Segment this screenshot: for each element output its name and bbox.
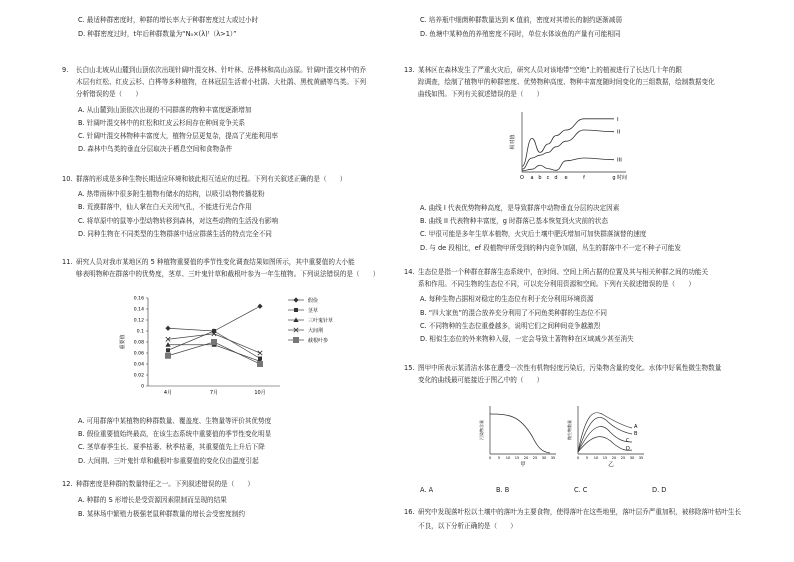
x-tick-label: 25 [620, 456, 626, 460]
question-number: 14. [404, 268, 415, 276]
series-label: I [617, 116, 619, 123]
x-tick-label: 15 [514, 456, 520, 460]
y-tick-label: 0.12 [133, 318, 144, 324]
option-a: A. 可用群落中某植物的种群数量、覆盖度、生物量等评价其优势度 [78, 417, 272, 425]
series-line [168, 306, 260, 331]
option-a: A. 热带雨林中很多附生植物有储水的结构，以吸引动物传播花粉 [78, 190, 265, 199]
series-curve-III [522, 158, 614, 171]
question-number: 10. [62, 175, 73, 183]
question-stem-line: 长白山北坡从山麓到山顶依次出现针阔叶混交林、针叶林、岳桦林和高山冻原。针阔叶混交林中的乔 [76, 66, 367, 74]
y-tick-label: 0.14 [133, 307, 144, 313]
option-c: C. 培养瓶中细菌种群数量达到 K 值前，密度对其增长的制约逐渐减弱 [420, 16, 622, 24]
series-label: III [617, 157, 622, 164]
data-point [257, 361, 263, 367]
option-d: D. 种群密度过时，t年后种群数量为“N₀×(λ)ᵗ（λ>1）” [78, 30, 237, 39]
curve-label-a: A [634, 424, 638, 430]
question-number: 15. [404, 364, 415, 372]
y-tick-label: 0.06 [133, 351, 144, 357]
option-b: B. 针阔叶混交林中的红松和红皮云杉间存在种间竞争关系 [78, 118, 245, 127]
question-13-options [420, 204, 760, 252]
y-tick-label: 0.08 [133, 340, 144, 346]
figure-jia-ylabel: 污染物含量 [479, 420, 484, 440]
x-tick-label: 4月 [163, 390, 173, 396]
question-stem-line: 生态位是指一个种群在群落生态系统中，在时间、空间上所占据的位置及其与相关种群之间的功能关 [418, 268, 709, 276]
question-stem-line: 研究中发现落叶松以土壤中的落叶为主要食物，使得落叶在这些地里，落叶层乔严重加积，被移除落叶枯叶生长 [418, 508, 742, 516]
question-stem-line: 木层有红松、红皮云杉、白桦等多种植物，在林冠层生活着小杜鹃、大杜鹃、黑枕黄鹂等鸟类。下列 [76, 78, 367, 87]
curve-label-c: C [626, 438, 630, 444]
option-b: B. 曲线 II 代表物种丰富度，g 时群落已基本恢复到火灾前的状态 [420, 217, 608, 226]
option-b: B. “四大家鱼”的混合放养充分利用了不同鱼类种群的生态位不同 [420, 308, 607, 317]
x-tick-label: a [530, 175, 534, 181]
question-stem-line: 图甲中所表示某清洁水体在遭受一次性有机物轻度污染后，污染物含量的变化。水体中好氧性微生物数量 [418, 364, 722, 372]
x-tick-label: 30 [541, 456, 547, 460]
question-number: 12. [62, 480, 73, 488]
x-tick-label: 0 [488, 456, 492, 460]
x-tick-label: 7月 [209, 390, 219, 396]
x-tick-label: 5 [585, 456, 589, 460]
question-16 [404, 508, 760, 530]
x-tick-label: 25 [532, 456, 538, 460]
question-stem-line: 研究人员对我市某地区的 5 种植物重要值的季节性变化调查结果如图所示，其中重要值的大小能 [76, 258, 355, 266]
x-tick-label: 15 [602, 456, 608, 460]
x-tick-label: 10月 [254, 390, 266, 396]
y-tick-label: 0.1 [136, 329, 144, 335]
data-point [165, 326, 170, 331]
option-d: D. 森林中鸟类的垂直分层取决于栖息空间和食物条件 [78, 145, 233, 154]
x-tick-label: e [564, 175, 568, 181]
x-tick-label: 35 [638, 456, 644, 460]
answer-b: B. B [496, 486, 510, 494]
legend-label: 三叶鬼针草 [308, 317, 334, 324]
question-number: 9. [62, 66, 69, 74]
x-tick-label: b [538, 175, 542, 181]
legend-label: 截根叶参 [308, 337, 329, 344]
option-d: D. 鱼塘中某种鱼的养殖密度不同时，单位水体该鱼的产量有可能相同 [420, 30, 621, 39]
question-stem-line: 群落的形成是多种生物长期适应环境和彼此相互适应的过程。下列有关叙述正确的是（ ） [76, 175, 347, 183]
figure-yi-label: 乙 [608, 462, 614, 468]
question-15 [404, 364, 760, 384]
legend-marker [293, 297, 298, 302]
figure-jia [480, 402, 560, 468]
legend-label: 茎草 [308, 307, 319, 314]
answer-c: C. C [574, 486, 588, 494]
x-axis-label: 时间 [616, 175, 628, 181]
x-tick-label: 5 [497, 456, 501, 460]
y-axis-label: 相对值 [510, 134, 516, 150]
answer-a: A. A [420, 486, 434, 494]
figure-yi-ylabel: 微生物数量 [567, 420, 572, 440]
curve-label-d: D [626, 446, 630, 452]
question-stem-line: 某林区在森林发生了严重火灾后，研究人员对该地带“空地”上的植被进行了长达几十年的跟 [418, 66, 682, 74]
option-a: A. 每种生物占据相对稳定的生态位有利于充分利用环境资源 [420, 295, 594, 304]
option-c: C. 将草原中的鼠等小型动物转移到森林，对这些动物的生活没有影响 [78, 216, 279, 225]
x-tick-label: 10 [593, 456, 599, 460]
x-tick-label: O [520, 175, 524, 181]
question-stem-line: 变化的曲线最可能接近于图乙中的（ ） [418, 376, 544, 385]
answer-d: D. D [652, 486, 667, 494]
data-point [211, 339, 217, 345]
x-tick-label: 30 [629, 456, 635, 460]
curve-label-b: B [634, 431, 638, 437]
question-stem-line: 曲线如图。下列有关叙述错误的是（ ） [418, 90, 544, 99]
question-10 [62, 175, 398, 238]
series-label: II [617, 129, 621, 136]
importance-value-chart [112, 290, 362, 398]
option-d: D. 相似生态位的外来物种入侵，一定会导致土著物种在区域减少甚至消失 [420, 335, 634, 344]
option-c: C. 茎草春季生长、夏季枯萎、秋季枯萎，其重要值先上升后下降 [78, 443, 265, 452]
data-point [166, 348, 170, 352]
legend-marker [294, 308, 298, 312]
question-12 [62, 480, 398, 519]
question-number: 16. [404, 508, 415, 516]
option-d: D. 大间荆、三叶鬼针草和截根叶参重要值的变化仅由温度引起 [78, 456, 259, 465]
figure-yi [568, 402, 648, 468]
x-tick-label: 0 [576, 456, 580, 460]
y-tick-label: 0.04 [133, 362, 144, 368]
question-stem-line: 踪调查，绘制了植物甲的种群密度、优势物种高度、物种丰富度随时间变化的三组数据，绘制数据变化 [418, 78, 715, 87]
option-a: A. 曲线 I 代表优势物种高度，是导致群落中动物垂直分层的决定因素 [420, 204, 620, 212]
x-tick-label: c [546, 175, 550, 181]
question-stem-line: 系和作用。不同生物的生态位不同，可以充分利用资源和空间。下列有关叙述错误的是（ ） [418, 280, 695, 289]
series-4 [165, 339, 263, 367]
question-number: 13. [404, 66, 415, 74]
x-tick-label: g [612, 175, 616, 181]
question-11 [62, 258, 398, 278]
right-top-options [420, 16, 760, 38]
question-14 [404, 268, 760, 343]
question-stem-line: 分析错误的是（ ） [76, 90, 142, 99]
x-tick-label: d [554, 175, 558, 181]
question-11-options [78, 417, 398, 465]
x-tick-label: 10 [505, 456, 511, 460]
legend-label: 假俭 [308, 297, 319, 304]
option-b: B. 某林场中繁殖力极强老鼠种群数量的增长会受密度制约 [78, 510, 245, 519]
succession-curve-chart [508, 108, 638, 186]
question-number: 11. [62, 258, 73, 266]
data-point [257, 304, 262, 309]
legend-marker [293, 337, 299, 343]
x-tick-label: 20 [611, 456, 617, 460]
option-b: B. 荒漠群落中，仙人掌在白天关闭气孔，不能进行光合作用 [78, 203, 252, 212]
y-tick-label: 0.16 [133, 296, 144, 302]
y-tick-label: 0.02 [133, 373, 144, 379]
option-b: B. 假俭重要值始终最高，在该生态系统中重要值的季节性变化明显 [78, 430, 272, 439]
question-stem-line: 够表明物种在群落中的优势度，茎草、三叶鬼针草和截根叶参为一年生植物。下列说法错误的是（ ） [76, 270, 380, 279]
option-c: C. 最适种群密度时，种群的增长率大于种群密度过大或过小时 [78, 16, 259, 24]
data-point [258, 351, 262, 355]
x-tick-label: 20 [523, 456, 529, 460]
figure-jia-label: 甲 [520, 462, 526, 468]
option-d: D. 同种生物在不同类型的生物群落中适应群落生活的特点完全不同 [78, 229, 272, 238]
question-stem-line: 不良，以下分析正确的是（ ） [418, 522, 517, 531]
series-curve-II [522, 130, 614, 169]
question-13 [404, 66, 760, 99]
option-c: C. 针阔叶混交林物种丰富度大，植物分层更复杂，提高了光能利用率 [78, 132, 279, 141]
option-c: C. 不同物种的生态位重叠越多，说明它们之间种间竞争越激烈 [420, 321, 601, 330]
x-tick-label: 35 [550, 456, 556, 460]
question-stem-line: 种群密度是种群的数量特征之一。下列叙述错误的是（ ） [76, 480, 255, 488]
y-tick-label: 0 [141, 384, 144, 390]
y-axis-label: 重要值 [120, 334, 126, 350]
option-d: D. 与 de 段相比，ef 段植物甲所受到的种内竞争加剧，丛生的群落中不一定不种子可能发 [420, 243, 681, 252]
question-9 [62, 66, 398, 154]
option-c: C. 甲很可能是多年生草本植物，火灾后土壤中肥沃增加可加快群落演替的速度 [420, 230, 647, 239]
data-point [165, 353, 171, 359]
left-top-options [78, 16, 398, 38]
x-tick-label: f [583, 175, 585, 181]
option-a: A. 从山麓到山顶依次出现的不同群落的物种丰富度逐渐增加 [78, 105, 252, 114]
legend-label: 大间荆 [308, 327, 324, 334]
option-a: A. 种群的 S 形增长是受资源因素限制而呈现的结果 [78, 496, 227, 505]
